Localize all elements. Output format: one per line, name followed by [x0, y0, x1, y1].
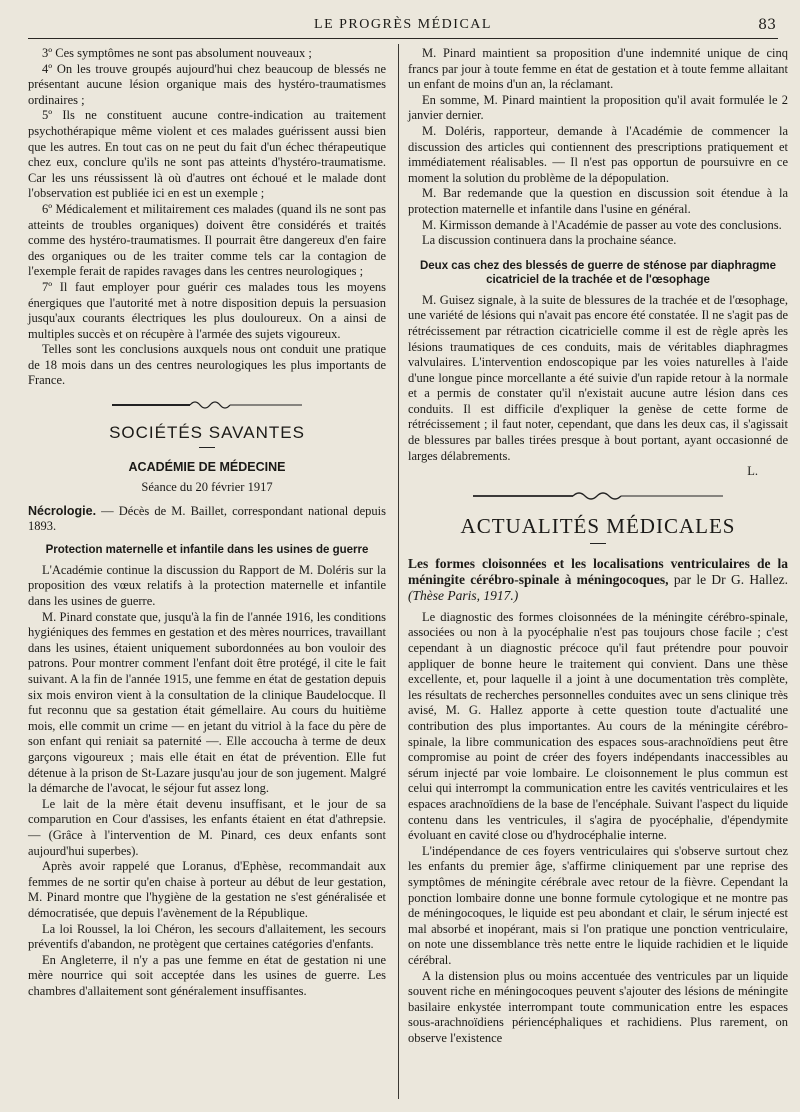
body-paragraph: Le lait de la mère était devenu insuffisant, et le jour de sa comparution en Cour d'assises, les enfants étaient en état d'athrepsie. — (Grâce à l'intervention de M. Pinard, ces deux enfants sont aujourd'hui superbes). [28, 796, 386, 858]
conclusion-item: 5º Ils ne constituent aucune contre-indication au traitement psychothérapique même violent et ces malades guérissent aussi bien que les autres. En tout cas on ne peut du fait d'un échec thérapeutique chez eux, conclure qu'ils ne sont pas atteints d'hystéro-traumatisme. Car les uns réussissent là où d'autres ont échoué et le malade dont l'observation est publiée ici en est un exemple ; [28, 108, 386, 201]
body-paragraph: M. Pinard maintient sa proposition d'une indemnité unique de cinq francs par jour à toute femme en état de gestation et à toute femme allaitant un enfant de moins d'un an, la réclamant. [408, 46, 788, 92]
necrology-label: Nécrologie. [28, 503, 97, 518]
column-divider [398, 44, 399, 1099]
body-paragraph: La discussion continuera dans la prochaine séance. [422, 233, 677, 248]
academy-heading: ACADÉMIE DE MÉDECINE [128, 460, 286, 475]
body-paragraph: Le diagnostic des formes cloisonnées de la méningite cérébro-spinale, associées ou non à la pyocéphalie n'est pas toujours chose facile ; c'est cependant à un diagnostic précoce qu'il faut prétendre pour pouvoir appliquer de bonne heure le traitement qui convient. Dans une thèse excellente, et, pour laquelle il a joint à une documentation très complète, les résultats de recherches personnelles conduites avec un sens clinique très avisé, M. G. Hallez apporte à cette question toute d'actualité une contribution des plus importantes. Au cours de la méningite cérébro-spinale, la libre communication des espaces sous-arachnoïdiens peut être compromise au point de créer des foyers indépendants inaccessibles au sérum injecté par voie lombaire. Le cloisonnement le plus commun est celui qui interrompt la communication entre les cavités ventriculaires et les espaces arachnoïdiens de la base de l'encéphale. Suivant l'aspect du liquide contenu dans les ventricules, il s'agira de pyocéphalie, d'épendymite évoluant en cavité close ou d'hydrocéphalie interne. [408, 609, 788, 843]
conclusion-item: 7º Il faut employer pour guérir ces malades tous les moyens énergiques que l'autorité met à notre disposition depuis la persuasion jusqu'aux courants électriques les plus douloureux. On a ainsi de multiples succès et on récupère à l'armée des sujets vigoureux. [28, 279, 386, 341]
journal-title: LE PROGRÈS MÉDICAL [314, 17, 492, 32]
conclusion-item: 3º Ces symptômes ne sont pas absolument nouveaux ; [42, 46, 312, 60]
section-ornament [473, 490, 723, 502]
page-number: 83 [758, 17, 776, 33]
right-column [408, 46, 788, 1046]
body-paragraph: M. Pinard constate que, jusqu'à la fin de l'année 1916, les conditions hygiéniques des femmes en gestation et des mères nourrices, travaillant dans les usines, étaient uniquement subordonnées au bon vouloir des patrons. Pour montrer comment l'enfant doit être protégé, il cite le fait suivant. A la fin de l'année 1915, une femme en état de gestation depuis six mois environ vient à la consultation de la clinique Baudelocque. Il fut reconnu que sa gestation était gémellaire. Au cours du huitième mois, elle commit un crime — en jetant du vitriol à la face du père de son enfant qui reniait sa paternité —. Elle accoucha à terme de deux garçons vigoureux ; mais elle était en état de prévention. Elle fut détenue à la prison de St-Lazare jusqu'au jour de son jugement. Malgré la démarche de l'avocat, le séjour fut assez long. [28, 609, 386, 796]
body-paragraph: En Angleterre, il n'y a pas une femme en état de gestation ni une mère nourrice qui soit acceptée dans les usines de guerre. Les chambres d'allaitement sont généralement insuffisantes. [28, 952, 386, 998]
section-title: SOCIÉTÉS SAVANTES [109, 423, 305, 443]
body-paragraph: Après avoir rappelé que Loranus, d'Ephèse, recommandait aux femmes de ne sortir qu'en chaise à porteur au début de leur gestation, M. Pinard montre que l'hygiène de la gestation ne s'est généralisée et démocratisée, que depuis l'avènement de la République. [28, 859, 386, 920]
rubric-heading: Protection maternelle et infantile dans les usines de guerre [45, 543, 369, 556]
author-signature: L. [747, 464, 758, 479]
body-paragraph: M. Kirmisson demande à l'Académie de passer au vote des conclusions. [422, 217, 782, 232]
title-dash [199, 447, 215, 448]
body-paragraph: M. Guisez signale, à la suite de blessures de la trachée et de l'œsophage, une variété de lésions qui n'avait pas encore été constatée. Il ne s'agit pas de rétrécissement par rétraction cicatricielle comme il est de règle après les lésions traumatiques de ces conduits, mais de véritables diaphragmes valvulaires. L'intervention endoscopique par les voies naturelles à l'aide d'une longue pince morcellante a été suivie d'un rapide retour à la normale et a permis de constater qu'il n'existait aucune autre lésion dans ces conduits. Il est difficile d'expliquer la genèse de cette forme de rétrécissement ; il faut noter, cependant, que dans les deux cas, il s'agissait de blessures par balles tirées presque à bout portant, ayant occasionné de larges délabrements. [408, 292, 788, 463]
session-date: Séance du 20 février 1917 [141, 480, 273, 495]
body-paragraph: L'indépendance de ces foyers ventriculaires qui s'observe surtout chez les enfants du premier âge, s'affirme cliniquement par une reprise des symptômes de méningite cérébrale avec retour de la fièvre. Cependant la ponction lombaire donne une bonne formule cytologique et ne montre pas de méningocoques, le liquide est peu abondant et clair, le sérum injecté est mal absorbé et inopérant, mais si l'on pratique une ponction ventriculaire, on note une dissemblance très nette entre le liquide rachidien et le liquide cérébral. [408, 843, 788, 967]
section-title: ACTUALITÉS MÉDICALES [460, 513, 736, 538]
body-paragraph: En somme, M. Pinard maintient la proposition qu'il avait formulée le 2 janvier dernier. [408, 92, 788, 123]
necrology-text: — Décès de M. Baillet, correspondant national depuis 1893. [28, 503, 386, 534]
conclusion-summary: Telles sont les conclusions auxquels nous ont conduit une pratique de 18 mois dans un des centres neurologiques les plus importants de France. [28, 342, 386, 388]
article-title-text: Les formes cloisonnées et les localisations ventriculaires de la méningite cérébro-spinale à méningocoques, [408, 555, 788, 587]
article-byline: par le Dr G. Hallez. [668, 571, 789, 587]
conclusion-item: 6º Médicalement et militairement ces malades (quand ils ne sont pas atteints de troubles organiques) doivent être considérés et traités comme des hystéro-traumatismes. Il pourrait être dangereux d'en faire des organiques ou de les traiter comme tels car la contagion de l'exemple ferait de rapides ravages dans les centres neurologiques ; [28, 201, 386, 279]
conclusion-item: 4º On les trouve groupés aujourd'hui chez beaucoup de blessés ne présentant aucune lésion organique mais des hystéro-traumatismes ordinaires ; [28, 61, 386, 107]
body-paragraph: A la distension plus ou moins accentuée des ventricules par un liquide souvent riche en méningocoques peuvent s'ajouter des lésions de méningite basilaire enkystée interrompant toute communication entre les espaces sous-arachnoïdiens périencéphaliques et rachidiens. Plus rarement, on observe l'existence [408, 968, 788, 1045]
body-paragraph: M. Doléris, rapporteur, demande à l'Académie de commencer la discussion des articles qui contiennent des prescriptions pratiquement et immédiatement réalisables. — Il n'est pas opportun de poursuivre en ce moment la solution du problème de la dépopulation. [408, 123, 788, 185]
body-paragraph: M. Bar redemande que la question en discussion soit étendue à la protection maternelle et infantile dans l'usine en général. [408, 186, 788, 216]
necrology-paragraph [28, 504, 386, 535]
body-paragraph: L'Académie continue la discussion du Rapport de M. Doléris sur la proposition des vœux relatifs à la protection maternelle et infantile dans les usines de guerre. [28, 562, 386, 609]
article-title [408, 556, 788, 604]
section-ornament [112, 399, 302, 411]
left-column [28, 46, 386, 999]
body-paragraph: La loi Roussel, la loi Chéron, les secours d'allaitement, les secours préventifs d'abandon, ne protègent que certaines catégories d'enfants. [28, 921, 386, 952]
article-source: (Thèse Paris, 1917.) [408, 587, 519, 603]
running-header [28, 14, 778, 39]
rubric-heading: Deux cas chez des blessés de guerre de sténose par diaphragme cicatriciel de la trachée et de l'œsophage [419, 259, 776, 286]
title-dash [590, 543, 606, 544]
